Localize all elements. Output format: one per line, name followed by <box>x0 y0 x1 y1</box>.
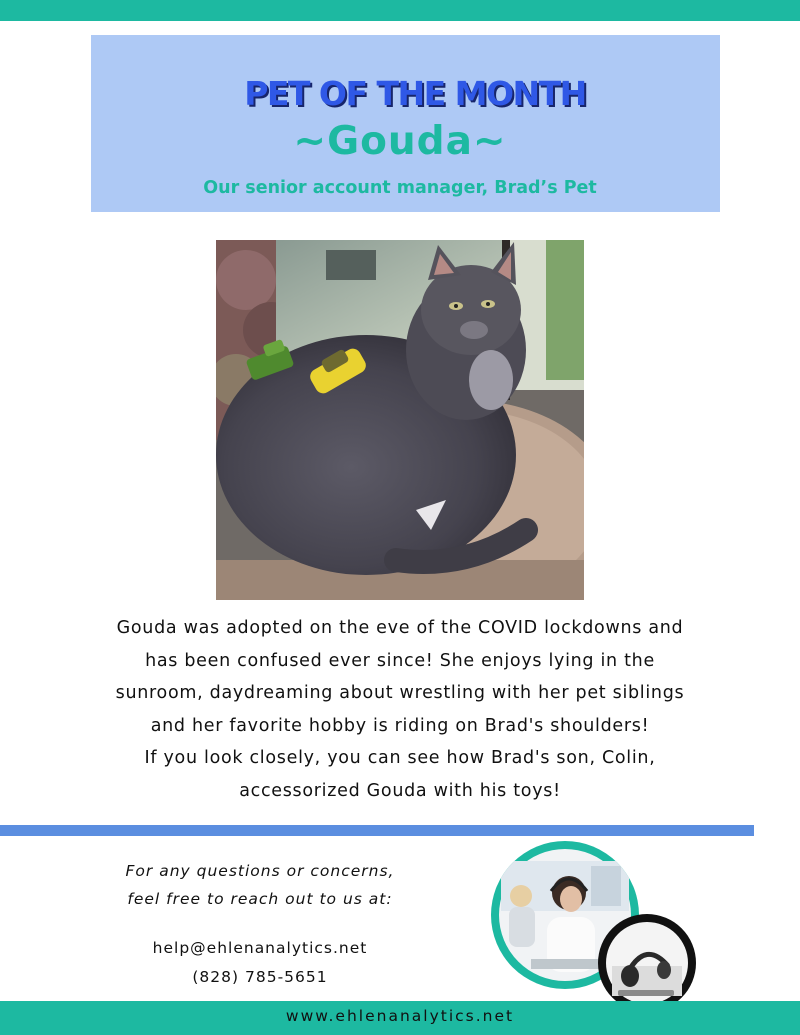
description-line: accessorized Gouda with his toys! <box>239 780 561 801</box>
contact-phone[interactable]: (828) 785-5651 <box>192 968 328 986</box>
headset-image <box>598 914 696 1012</box>
section-divider <box>0 825 754 836</box>
description-line: Gouda was adopted on the eve of the COVID lockdowns and <box>116 618 684 638</box>
top-accent-bar <box>0 0 800 21</box>
subtitle: Our senior account manager, Brad’s Pet <box>203 178 597 198</box>
contact-intro <box>95 857 425 913</box>
description-line: sunroom, daydreaming about wrestling with her pet siblings <box>115 683 685 704</box>
description-line: and her favorite hobby is riding on Brad's shoulders! <box>150 715 650 736</box>
contact-email-link[interactable]: help@ehlenanalytics.net <box>152 939 368 957</box>
website-link[interactable]: www.ehlenanalytics.net <box>285 1007 515 1025</box>
description-line: If you look closely, you can see how Brad's son, Colin, <box>144 748 656 769</box>
page-title: PET OF THE MONTH <box>244 74 586 113</box>
pet-description <box>40 612 760 808</box>
contact-intro-line: feel free to reach out to us at: <box>127 890 393 908</box>
pet-name: ~Gouda~ <box>293 119 507 164</box>
description-line: has been confused ever since! She enjoys lying in the <box>145 650 655 671</box>
contact-intro-line: For any questions or concerns, <box>125 862 395 880</box>
cat-photo <box>216 240 584 600</box>
